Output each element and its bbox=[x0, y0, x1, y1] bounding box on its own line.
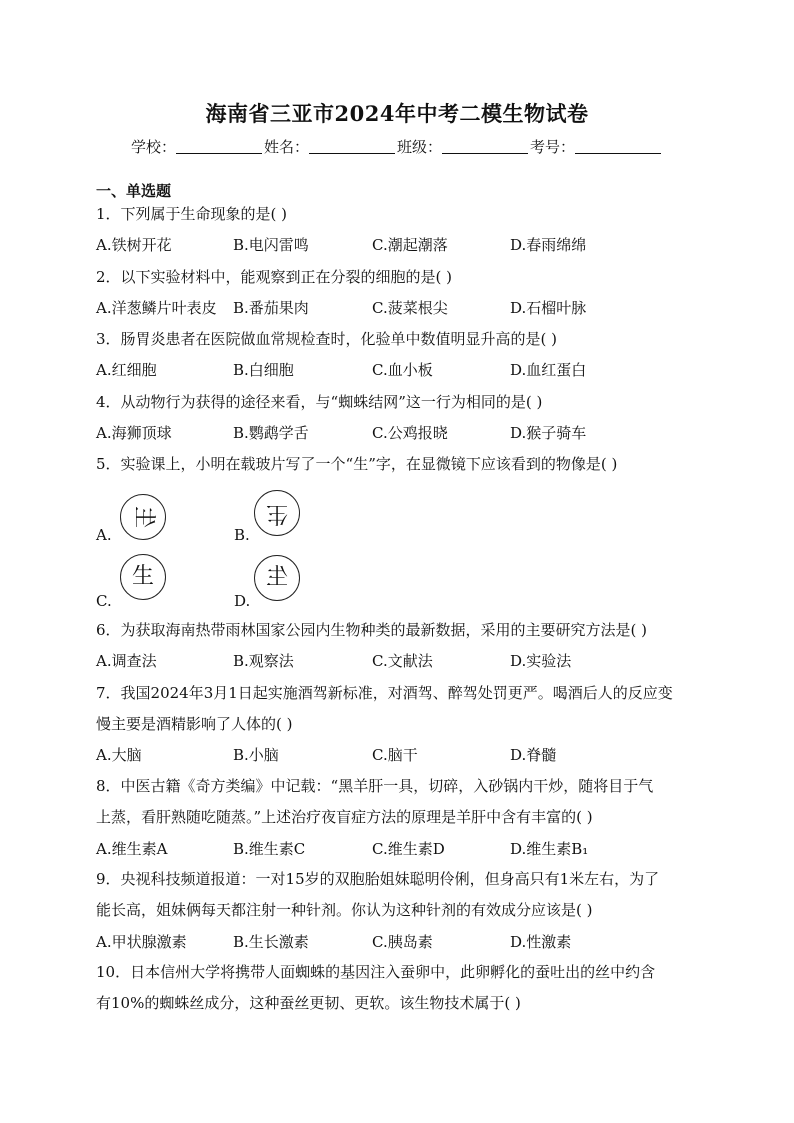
question-2-stem: 2．以下实验材料中，能观察到正在分裂的细胞的是( ) bbox=[96, 268, 453, 286]
question-1-options bbox=[96, 235, 716, 255]
school-label: 学校： bbox=[130, 138, 176, 156]
option-b: B.电闪雷鸣 bbox=[233, 236, 309, 254]
option-c: C.潮起潮落 bbox=[372, 236, 448, 254]
question-8-stem-line-1: 8．中医古籍《奇方类编》中记载：“黑羊肝一具，切碎，入砂锅内干炒，随将目于气 bbox=[96, 777, 654, 795]
question-4-stem: 4．从动物行为获得的途径来看，与“蜘蛛结网”这一行为相同的是( ) bbox=[96, 393, 543, 411]
question-9-options bbox=[96, 932, 716, 952]
character-glyph: 生 bbox=[265, 565, 288, 590]
question-9-stem-line-1: 9．央视科技频道报道：一对15岁的双胞胎姐妹聪明伶俐，但身高只有1米左右，为了 bbox=[96, 870, 660, 888]
question-10-stem-line-1: 10．日本信州大学将携带人面蜘蛛的基因注入蚕卵中，此卵孵化的蚕吐出的丝中约含 bbox=[96, 963, 656, 981]
option-d: D.脊髓 bbox=[510, 746, 557, 764]
option-b: B.维生素C bbox=[233, 840, 306, 858]
section-heading: 一、单选题 bbox=[96, 182, 172, 200]
option-d: D.石榴叶脉 bbox=[510, 299, 587, 317]
question-3-options bbox=[96, 360, 716, 380]
option-c: C.菠菜根尖 bbox=[372, 299, 448, 317]
question-9-stem-line-2: 能长高，姐妹俩每天都注射一种针剂。你认为这种针剂的有效成分应该是( ) bbox=[96, 901, 593, 919]
option-b: B.生长激素 bbox=[233, 933, 309, 951]
option-b: B.番茄果肉 bbox=[233, 299, 309, 317]
option-b: B.鹦鹉学舌 bbox=[233, 424, 309, 442]
option-a: A.红细胞 bbox=[96, 361, 157, 379]
exam-title: 海南省三亚市2024年中考二模生物试卷 bbox=[205, 101, 589, 126]
question-7-options bbox=[96, 745, 716, 765]
image-option-b-rotated bbox=[254, 490, 300, 536]
question-2-options bbox=[96, 298, 716, 318]
class-label: 班级： bbox=[397, 138, 443, 156]
class-blank bbox=[442, 139, 528, 154]
option-c: C.维生素D bbox=[372, 840, 445, 858]
option-b: B.小脑 bbox=[233, 746, 279, 764]
image-option-d-mirrored bbox=[254, 555, 300, 601]
option-d: D.血红蛋白 bbox=[510, 361, 587, 379]
option-a: A.洋葱鳞片叶表皮 bbox=[96, 299, 217, 317]
option-c: C.血小板 bbox=[372, 361, 433, 379]
question-1-stem: 1．下列属于生命现象的是( ) bbox=[96, 205, 288, 223]
character-glyph: 生 bbox=[265, 501, 288, 526]
question-3-stem: 3．肠胃炎患者在医院做血常规检查时，化验单中数值明显升高的是( ) bbox=[96, 330, 558, 348]
option-d: D.性激素 bbox=[510, 933, 572, 951]
option-a: A.大脑 bbox=[96, 746, 142, 764]
character-glyph: 生 bbox=[130, 505, 156, 529]
question-7-stem-line-2: 慢主要是酒精影响了人体的( ) bbox=[96, 715, 293, 733]
question-8-stem-line-2: 上蒸，看肝熟随吃随蒸。”上述治疗夜盲症方法的原理是羊肝中含有丰富的( ) bbox=[96, 808, 593, 826]
question-4-options bbox=[96, 423, 716, 443]
option-d: D.维生素B₁ bbox=[510, 840, 589, 858]
option-c: C.脑干 bbox=[372, 746, 418, 764]
question-6-options bbox=[96, 651, 716, 671]
option-a: A.甲状腺激素 bbox=[96, 933, 187, 951]
option-d: D.猴子骑车 bbox=[510, 424, 587, 442]
option-a: A.维生素A bbox=[96, 840, 168, 858]
image-option-a-mirrored-upside-down bbox=[120, 494, 166, 540]
option-a: A.铁树开花 bbox=[96, 236, 172, 254]
question-10-stem-line-2: 有10%的蜘蛛丝成分，这种蚕丝更韧、更软。该生物技术属于( ) bbox=[96, 994, 521, 1012]
option-c: C.文献法 bbox=[372, 652, 433, 670]
option-a: A.调查法 bbox=[96, 652, 157, 670]
character-glyph: 生 bbox=[131, 564, 154, 589]
option-d-label: D. bbox=[234, 592, 251, 610]
exam-number-blank bbox=[575, 139, 661, 154]
option-c: C.胰岛素 bbox=[372, 933, 433, 951]
option-c: C.公鸡报晓 bbox=[372, 424, 448, 442]
student-info-row bbox=[0, 136, 794, 157]
question-8-options bbox=[96, 839, 716, 859]
question-7-stem-line-1: 7．我国2024年3月1日起实施酒驾新标准，对酒驾、醉驾处罚更严。喝酒后人的反应变 bbox=[96, 684, 673, 702]
option-c-label: C. bbox=[96, 592, 112, 610]
option-d: D.春雨绵绵 bbox=[510, 236, 587, 254]
option-b: B.白细胞 bbox=[233, 361, 294, 379]
image-option-c-upright bbox=[120, 554, 166, 600]
exam-number-label: 考号： bbox=[530, 138, 576, 156]
question-5-stem: 5．实验课上，小明在载玻片写了一个“生”字，在显微镜下应该看到的物像是( ) bbox=[96, 455, 618, 473]
name-label: 姓名： bbox=[263, 138, 309, 156]
name-blank bbox=[309, 139, 395, 154]
option-b: B.观察法 bbox=[233, 652, 294, 670]
option-a-label: A. bbox=[96, 526, 112, 544]
option-b-label: B. bbox=[234, 526, 250, 544]
option-a: A.海狮顶球 bbox=[96, 424, 172, 442]
school-blank bbox=[176, 139, 262, 154]
question-6-stem: 6．为获取海南热带雨林国家公园内生物种类的最新数据，采用的主要研究方法是( ) bbox=[96, 621, 648, 639]
option-d: D.实验法 bbox=[510, 652, 572, 670]
